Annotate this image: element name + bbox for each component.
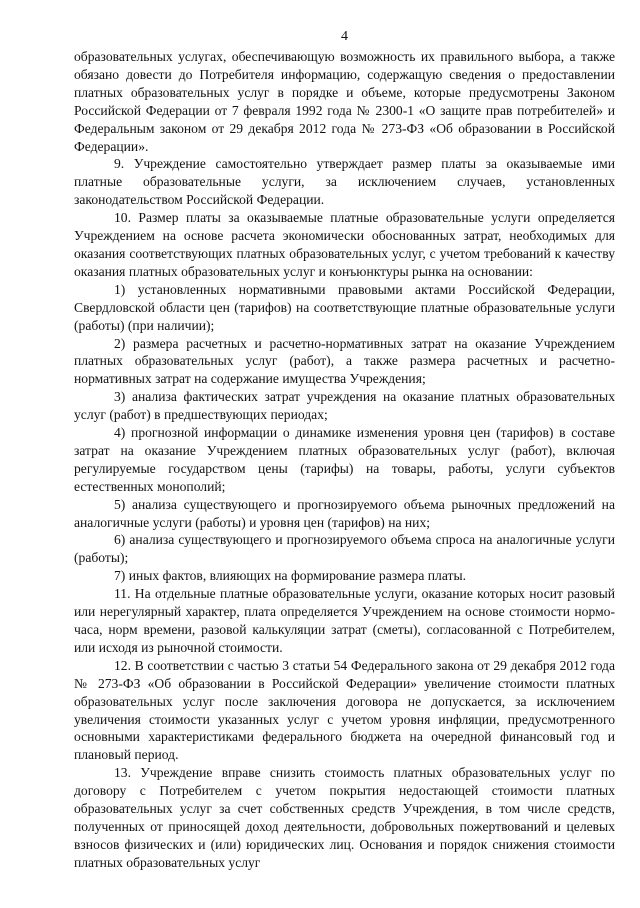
list-item-7: 7) иных фактов, влияющих на формирование размера платы. (114, 568, 466, 584)
paragraph-10: 10. Размер платы за оказываемые платные образовательные услуги определяется Учреждением на основе расчета экономически обоснованных затрат, необходимых для оказания соответствующих платных образовательных услуг, с учетом требований к качеству оказания платных образовательных услуг и конъюнктуры рынка на основании: (74, 210, 615, 279)
list-item-3: 3) анализа фактических затрат учреждения на оказание платных образовательных услуг (работ) в предшествующих периодах; (74, 389, 615, 423)
list-item-6: 6) анализа существующего и прогнозируемого объема спроса на аналогичные услуги (работы); (74, 532, 615, 566)
list-item-5: 5) анализа существующего и прогнозируемого объема рыночных предложений на аналогичные услуги (работы) и уровня цен (тарифов) на них; (74, 496, 615, 530)
paragraph-9: 9. Учреждение самостоятельно утверждает размер платы за оказываемые ими платные образовательные услуги, за исключением случаев, установленных законодательством Российской Федерации. (74, 156, 615, 208)
document-body (74, 48, 615, 872)
paragraph-13: 13. Учреждение вправе снизить стоимость платных образовательных услуг по договору с Потребителем с учетом покрытия недостающей стоимости платных образовательных услуг за счет собственных средств Учреждения, в том числе средств, полученных от приносящей доход деятельности, добровольных пожертвований и целевых взносов физических и (или) юридических лиц. Основания и порядок снижения стоимости платных образовательных услуг (74, 765, 615, 870)
paragraph-12: 12. В соответствии с частью 3 статьи 54 Федерального закона от 29 декабря 2012 года № 273-ФЗ «Об образовании в Российской Федерации» увеличение стоимости платных образовательных услуг после заключения договора не допускается, за исключением увеличения стоимости указанных услуг с учетом уровня инфляции, предусмотренного основными характеристиками федерального бюджета на очередной финансовый год и плановый период. (74, 657, 615, 763)
page-number: 4 (341, 29, 348, 44)
list-item-1: 1) установленных нормативными правовыми актами Российской Федерации, Свердловской области цен (тарифов) на соответствующие платные образовательные услуги (работы) (при наличии); (74, 281, 615, 333)
list-item-4: 4) прогнозной информации о динамике изменения уровня цен (тарифов) в составе затрат на оказание Учреждением платных образовательных услуг (работ), включая регулируемые государством цены (тарифы) на товары, работы, услуги субъектов естественных монополий; (74, 425, 615, 494)
list-item-2: 2) размера расчетных и расчетно-нормативных затрат на оказание Учреждением платных образовательных услуг (работ), а также размера расчетных и расчетно-нормативных затрат на содержание имущества Учреждения; (74, 335, 615, 387)
paragraph-intro: образовательных услугах, обеспечивающую возможность их правильного выбора, а также обязано довести до Потребителя информацию, содержащую сведения о предоставлении платных образовательных услуг в порядке и объеме, которые предусмотрены Законом Российской Федерации от 7 февраля 1992 года № 2300-1 «О защите прав потребителей» и Федеральным законом от 29 декабря 2012 года № 273-ФЗ «Об образовании в Российской Федерации». (74, 49, 615, 154)
paragraph-11: 11. На отдельные платные образовательные услуги, оказание которых носит разовый или нерегулярный характер, плата определяется Учреждением на основе стоимости нормо-часа, норм времени, разовой калькуляции затрат (сметы), согласованной с Потребителем, или исходя из рыночной стоимости. (74, 586, 615, 655)
